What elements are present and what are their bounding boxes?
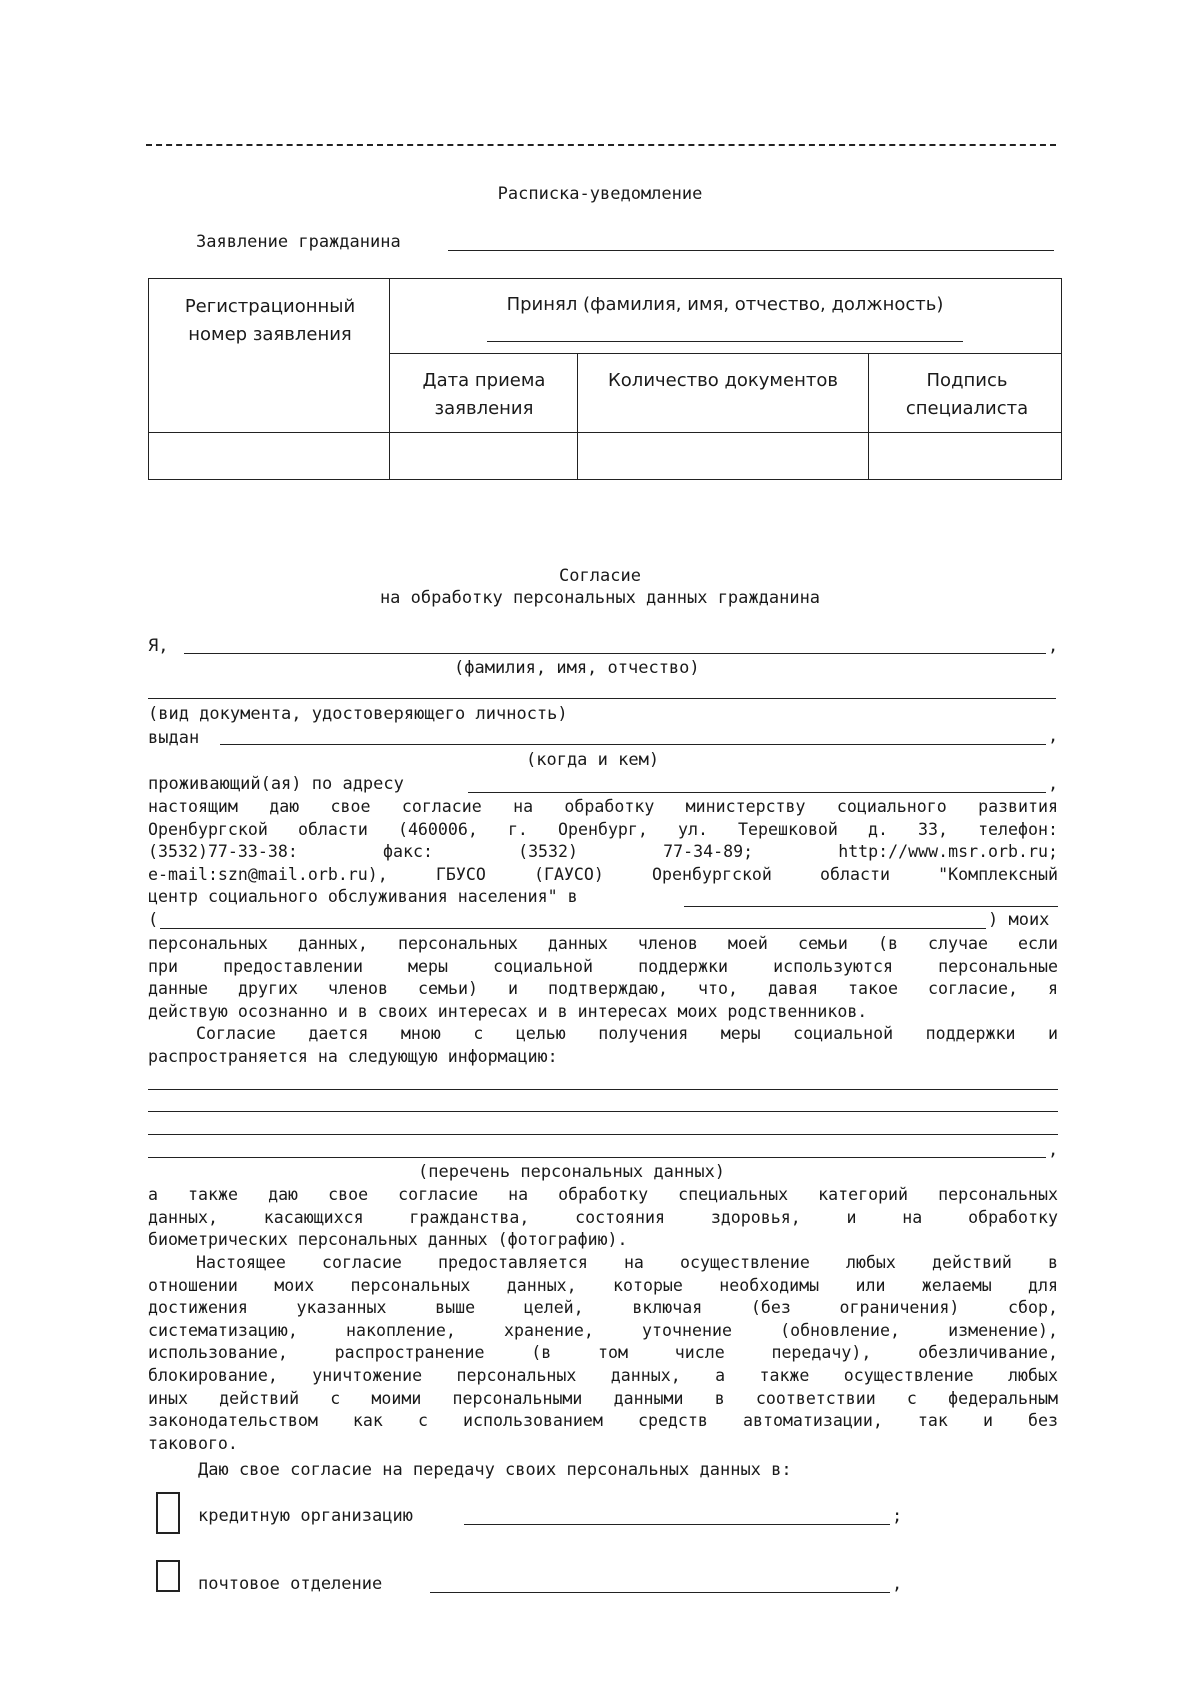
pd-list-field-4[interactable]	[148, 1157, 1046, 1158]
date-header: Дата приема заявления	[422, 370, 546, 419]
center-address-field[interactable]	[160, 928, 986, 929]
address-comma: ,	[1048, 774, 1059, 794]
application-label: Заявление гражданина	[196, 232, 401, 252]
center-name-field[interactable]	[684, 906, 1058, 907]
i-label: Я,	[148, 636, 169, 656]
moih-text: ) моих	[988, 910, 1050, 930]
credit-org-field[interactable]	[464, 1524, 890, 1525]
credit-org-checkbox[interactable]	[156, 1492, 180, 1534]
signature-cell[interactable]	[869, 433, 1061, 479]
id-document-field[interactable]	[148, 698, 1056, 699]
docs-count-cell[interactable]	[578, 433, 868, 479]
pd-list-comma: ,	[1048, 1140, 1059, 1160]
pd-list-field-3[interactable]	[148, 1134, 1058, 1135]
consent-body-2: персональных данных, персональных данных членов моей семьи (в случае если при предоставлении меры социальной поддержки используются персональные данные других членов семьи) и подтверждаю, что, давая такое согласие, я действую осознанно и в своих интересах и в интересах моих родственников.	[148, 934, 1058, 1021]
pd-list-field-1[interactable]	[148, 1089, 1058, 1090]
reg-number-cell[interactable]	[149, 433, 389, 479]
address-field[interactable]	[468, 792, 1046, 793]
post-office-label: почтовое отделение	[198, 1574, 383, 1594]
cut-line	[146, 144, 1056, 146]
issued-comma: ,	[1048, 726, 1059, 746]
issued-label: выдан	[148, 728, 200, 748]
consent-body-3: Согласие дается мною с целью получения меры социальной поддержки и распространяется на следующую информацию:	[148, 1024, 1058, 1066]
date-cell[interactable]	[390, 433, 577, 479]
transfer-intro: Даю свое согласие на передачу своих персональных данных в:	[198, 1460, 792, 1480]
issued-field[interactable]	[220, 744, 1046, 745]
accepted-header: Принял (фамилия, имя, отчество, должность)	[506, 294, 944, 315]
post-office-end: ,	[892, 1574, 903, 1594]
credit-org-end: ;	[892, 1506, 903, 1526]
address-label: проживающий(ая) по адресу	[148, 774, 404, 794]
fio-caption: (фамилия, имя, отчество)	[454, 658, 700, 678]
consent-subtitle: на обработку персональных данных гражданина	[379, 588, 821, 608]
consent-body-1: настоящим даю свое согласие на обработку министерству социального развития Оренбургской области (460006, г. Оренбург, ул. Терешковой д. 33, телефон: (3532)77-33-38: факс: (3532) 77-34-89; http://www.msr.orb.ru; e-mail:szn@mail.orb.ru), ГБУСО (ГАУСО) Оренбургской области "Комплексный центр социального обслуживания населения" в	[148, 797, 1058, 907]
reg-number-header: Регистрационный номер заявления	[184, 296, 356, 345]
application-field[interactable]	[448, 250, 1054, 251]
receipt-title: Расписка-уведомление	[497, 184, 703, 204]
doc-caption: (вид документа, удостоверяющего личность)	[148, 704, 568, 724]
credit-org-label: кредитную организацию	[198, 1506, 413, 1526]
fio-field[interactable]	[184, 653, 1046, 654]
consent-title: Согласие	[559, 566, 641, 586]
post-office-checkbox[interactable]	[156, 1560, 180, 1592]
pd-list-field-2[interactable]	[148, 1111, 1058, 1112]
issued-caption: (когда и кем)	[526, 750, 660, 770]
fio-comma: ,	[1048, 636, 1059, 656]
open-paren: (	[148, 910, 159, 930]
pd-list-caption: (перечень персональных данных)	[418, 1162, 726, 1182]
consent-body-5: Настоящее согласие предоставляется на осуществление любых действий в отношении моих персональных данных, которые необходимы или желаемы для достижения указанных выше целей, включая (без ограничения) сбор, систематизацию, накопление, хранение, уточнение (обновление, изменение), использование, распространение (в том числе передачу), обезличивание, блокирование, уничтожение персональных данных, а также осуществление любых иных действий с моими персональными данными в соответствии с федеральным законодательством как с использованием средств автоматизации, так и без такового.	[148, 1253, 1058, 1453]
receipt-table	[148, 278, 1062, 480]
docs-count-header: Количество документов	[608, 370, 838, 391]
accepted-field[interactable]	[487, 341, 963, 342]
consent-body-4: а также даю свое согласие на обработку специальных категорий персональных данных, касающихся гражданства, состояния здоровья, и на обработку биометрических персональных данных (фотографию).	[148, 1185, 1058, 1250]
signature-header: Подпись специалиста	[905, 370, 1029, 419]
post-office-field[interactable]	[430, 1592, 890, 1593]
